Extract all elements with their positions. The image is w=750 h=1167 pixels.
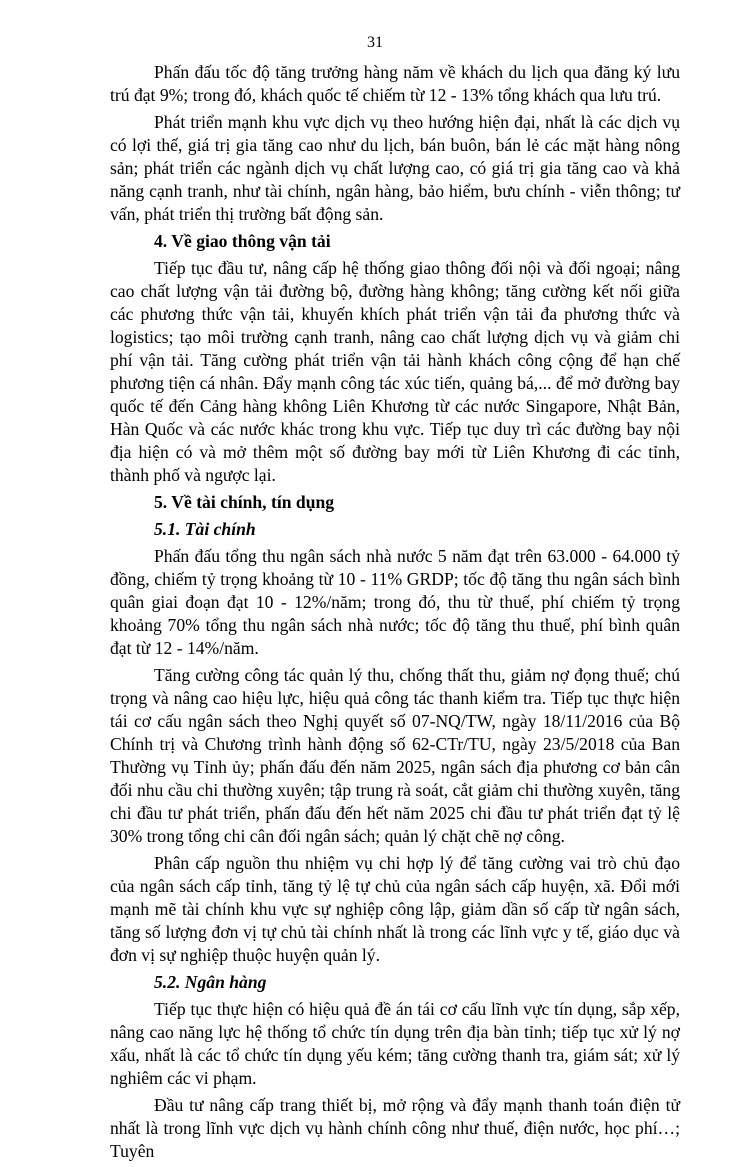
- paragraph-electronic-payment: Đầu tư nâng cấp trang thiết bị, mở rộng và đẩy mạnh thanh toán điện tử nhất là trong lĩnh vực dịch vụ hành chính công như thuế, điện nước, học phí…; Tuyên: [110, 1095, 680, 1161]
- paragraph-budget-revenue: Phấn đấu tổng thu ngân sách nhà nước 5 năm đạt trên 63.000 - 64.000 tỷ đồng, chiếm tỷ trọng khoảng từ 10 - 11% GRDP; tốc độ tăng thu ngân sách bình quân giai đoạn đạt 10 - 12%/năm; trong đó, thu từ thuế, phí chiếm tỷ trọng khoảng 70% tổng thu ngân sách nhà nước; tốc độ tăng thu thuế, phí bình quân đạt từ 12 - 14%/năm.: [110, 546, 680, 658]
- heading-finance-credit: 5. Về tài chính, tín dụng: [154, 492, 335, 512]
- paragraph-banking-restructure: Tiếp tục thực hiện có hiệu quả đề án tái cơ cấu lĩnh vực tín dụng, sắp xếp, nâng cao năng lực hệ thống tổ chức tín dụng trên địa bàn tỉnh; tiếp tục xử lý nợ xấu, nhất là các tổ chức tín dụng yếu kém; tăng cường thanh tra, giám sát; xử lý nghiêm các vi phạm.: [110, 999, 680, 1088]
- paragraph-services: Phát triển mạnh khu vực dịch vụ theo hướng hiện đại, nhất là các dịch vụ có lợi thế, giá trị gia tăng cao như du lịch, bán buôn, bán lẻ các mặt hàng nông sản; phát triển các ngành dịch vụ chất lượng cao, có giá trị gia tăng cao và khả năng cạnh tranh, như tài chính, ngân hàng, bảo hiểm, bưu chính - viễn thông; tư vấn, phát triển thị trường bất động sản.: [110, 112, 680, 224]
- paragraph-budget-decentralization: Phân cấp nguồn thu nhiệm vụ chi hợp lý để tăng cường vai trò chủ đạo của ngân sách cấp tỉnh, tăng tỷ lệ tự chủ của ngân sách cấp huyện, xã. Đổi mới mạnh mẽ tài chính khu vực sự nghiệp công lập, giảm dần số cấp từ ngân sách, tăng số lượng đơn vị tự chủ tài chính nhất là trong các lĩnh vực y tế, giáo dục và đơn vị sự nghiệp thuộc huyện quản lý.: [110, 853, 680, 965]
- paragraph-transport: Tiếp tục đầu tư, nâng cấp hệ thống giao thông đối nội và đối ngoại; nâng cao chất lượng vận tải đường bộ, đường hàng không; tăng cường kết nối giữa các phương thức vận tải, khuyến khích phát triển vận tải đa phương thức và logistics; tạo môi trường cạnh tranh, nâng cao chất lượng dịch vụ và giảm chi phí vận tải. Tăng cường phát triển vận tải hành khách công cộng để hạn chế phương tiện cá nhân. Đẩy mạnh công tác xúc tiến, quảng bá,... để mở đường bay quốc tế đến Cảng hàng không Liên Khương từ các nước Singapore, Nhật Bản, Hàn Quốc và các nước khác trong khu vực. Tiếp tục duy trì các đường bay nội địa hiện có và mở thêm một số đường bay mới từ Liên Khương đi các tỉnh, thành phố và ngược lại.: [110, 258, 680, 485]
- subheading-finance: 5.1. Tài chính: [154, 519, 256, 539]
- page-number: 31: [367, 34, 383, 51]
- paragraph-tourism-growth: Phấn đấu tốc độ tăng trưởng hàng năm về khách du lịch qua đăng ký lưu trú đạt 9%; trong đó, khách quốc tế chiếm từ 12 - 13% tổng khách qua lưu trú.: [110, 62, 680, 105]
- subheading-banking: 5.2. Ngân hàng: [154, 972, 267, 992]
- page-content: [110, 61, 680, 1167]
- paragraph-revenue-management: Tăng cường công tác quản lý thu, chống thất thu, giảm nợ đọng thuế; chú trọng và nâng cao hiệu lực, hiệu quả công tác thanh kiểm tra. Tiếp tục thực hiện tái cơ cấu ngân sách theo Nghị quyết số 07-NQ/TW, ngày 18/11/2016 của Bộ Chính trị và Chương trình hành động số 62-CTr/TU, ngày 23/5/2018 của Ban Thường vụ Tỉnh ủy; phấn đấu đến năm 2025, ngân sách địa phương cơ bản cân đối nhu cầu chi thường xuyên; tập trung rà soát, cắt giảm chi thường xuyên, tăng chi đầu tư phát triển, phấn đấu đến hết năm 2025 chi đầu tư phát triển đạt tỷ lệ 30% trong tổng chi cân đối ngân sách; quản lý chặt chẽ nợ công.: [110, 665, 680, 846]
- heading-transport: 4. Về giao thông vận tải: [154, 231, 331, 251]
